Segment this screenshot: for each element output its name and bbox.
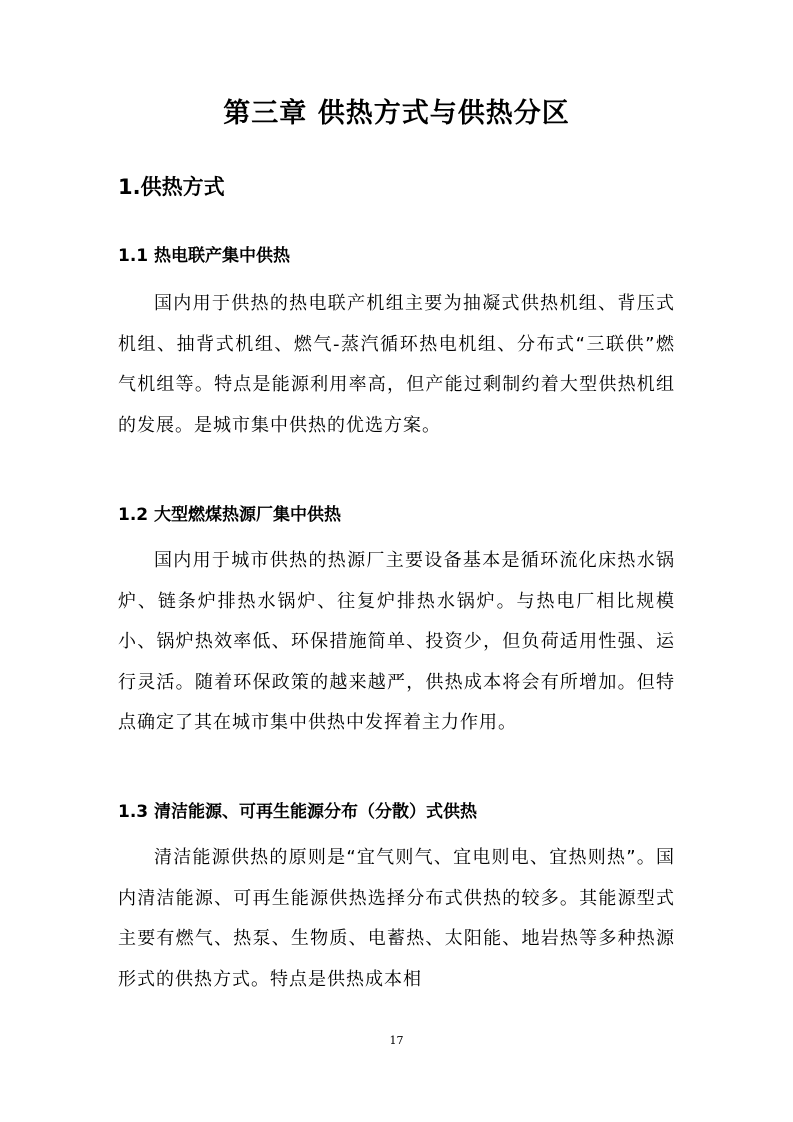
page-number: 17 [389,1034,404,1047]
paragraph-1-2: 国内用于城市供热的热源厂主要设备基本是循环流化床热水锅炉、链条炉排热水锅炉、往复炉排热水锅炉。与热电厂相比规模小、锅炉热效率低、环保措施简单、投资少，但负荷适用性强、运行灵活。随着环保政策的越来越严，供热成本将会有所增加。但特点确定了其在城市集中供热中发挥着主力作用。 [118,550,675,734]
subsection-heading-1-2: 1.2 大型燃煤热源厂集中供热 [118,505,342,525]
subsection-heading-1-1: 1.1 热电联产集中供热 [118,246,291,266]
paragraph-1-3: 清洁能源供热的原则是“宜气则气、宜电则电、宜热则热”。国内清洁能源、可再生能源供热选择分布式供热的较多。其能源型式主要有燃气、热泵、生物质、电蓄热、太阳能、地岩热等多种热源形式的供热方式。特点是供热成本相 [118,847,675,990]
paragraph-1-1: 国内用于供热的热电联产机组主要为抽凝式供热机组、背压式机组、抽背式机组、燃气-蒸汽循环热电机组、分布式“三联供”燃气机组等。特点是能源利用率高，但产能过剩制约着大型供热机组的发展。是城市集中供热的优选方案。 [118,293,675,436]
subsection-heading-1-3: 1.3 清洁能源、可再生能源分布（分散）式供热 [118,802,478,822]
section-heading: 1.供热方式 [118,175,225,199]
chapter-title: 第三章 供热方式与供热分区 [223,98,570,129]
